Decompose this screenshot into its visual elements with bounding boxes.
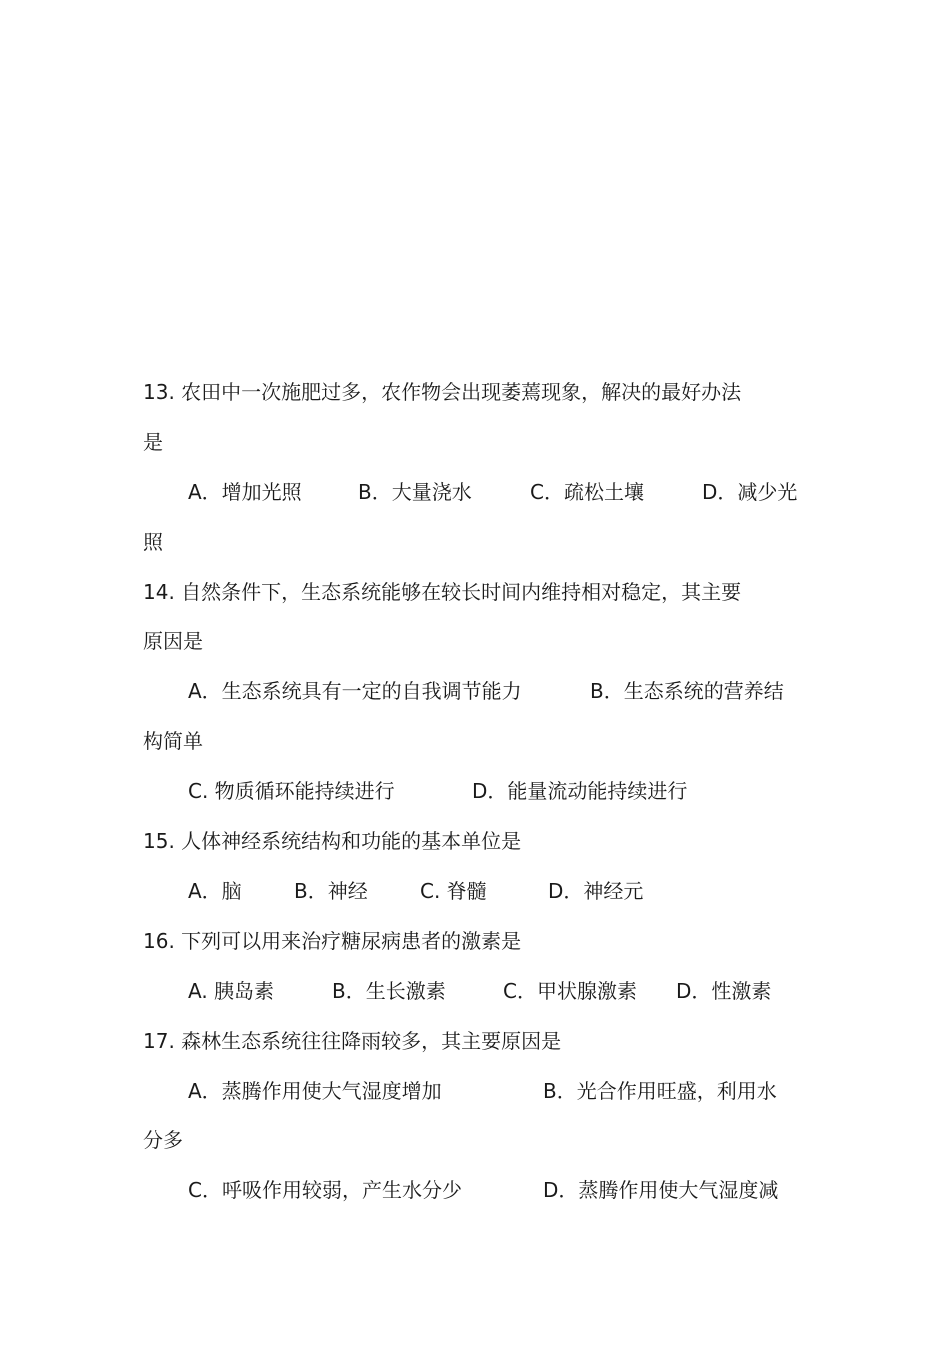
question-16-options xyxy=(0,976,950,1006)
question-13-option-a: A．增加光照 xyxy=(188,480,302,504)
question-15-stem-text: 15. 人体神经系统结构和功能的基本单位是 xyxy=(143,829,522,853)
question-13-option-b: B．大量浇水 xyxy=(358,480,472,504)
question-17-options-ab xyxy=(0,1076,950,1106)
question-14-option-b-cont-text: 构简单 xyxy=(143,729,203,753)
question-14-stem xyxy=(0,577,950,607)
question-14-option-d: D．能量流动能持续进行 xyxy=(472,779,688,803)
question-17-option-b-cont-text: 分多 xyxy=(143,1128,183,1152)
question-17-option-d: D．蒸腾作用使大气湿度减 xyxy=(543,1178,779,1202)
question-14-options-cd xyxy=(0,776,950,806)
question-14-option-b-continuation xyxy=(0,726,950,756)
question-13-option-d: D．减少光 xyxy=(702,480,798,504)
question-13-option-d-continuation xyxy=(0,527,950,557)
question-17-stem-text: 17. 森林生态系统往往降雨较多，其主要原因是 xyxy=(143,1029,562,1053)
question-14-option-c: C. 物质循环能持续进行 xyxy=(188,779,395,803)
question-14-stem-cont-text: 原因是 xyxy=(143,629,203,653)
question-15-option-b: B．神经 xyxy=(294,879,368,903)
question-16-option-d: D．性激素 xyxy=(676,979,772,1003)
question-14-stem-text: 14. 自然条件下，生态系统能够在较长时间内维持相对稳定，其主要 xyxy=(143,580,742,604)
question-17-option-a: A．蒸腾作用使大气湿度增加 xyxy=(188,1079,442,1103)
question-14-option-a: A．生态系统具有一定的自我调节能力 xyxy=(188,679,522,703)
question-13-stem-continuation xyxy=(0,427,950,457)
question-16-option-b: B．生长激素 xyxy=(332,979,446,1003)
question-13-options xyxy=(0,477,950,507)
question-16-stem xyxy=(0,926,950,956)
question-13-option-c: C．疏松土壤 xyxy=(530,480,644,504)
question-15-option-d: D．神经元 xyxy=(548,879,644,903)
question-14-option-b: B．生态系统的营养结 xyxy=(590,679,784,703)
question-16-option-c: C．甲状腺激素 xyxy=(503,979,637,1003)
question-14-stem-continuation xyxy=(0,626,950,656)
question-17-option-c: C．呼吸作用较弱，产生水分少 xyxy=(188,1178,462,1202)
question-13-stem-cont-text: 是 xyxy=(143,430,163,454)
question-13-stem xyxy=(0,377,950,407)
question-15-option-a: A．脑 xyxy=(188,879,242,903)
question-17-option-b: B．光合作用旺盛，利用水 xyxy=(543,1079,777,1103)
question-13-stem-text: 13. 农田中一次施肥过多，农作物会出现萎蔫现象，解决的最好办法 xyxy=(143,380,742,404)
question-16-stem-text: 16. 下列可以用来治疗糖尿病患者的激素是 xyxy=(143,929,522,953)
question-13-option-d-cont-text: 照 xyxy=(143,530,163,554)
question-17-options-cd xyxy=(0,1175,950,1205)
question-17-option-b-continuation xyxy=(0,1125,950,1155)
question-15-stem xyxy=(0,826,950,856)
question-16-option-a: A. 胰岛素 xyxy=(188,979,275,1003)
question-17-stem xyxy=(0,1026,950,1056)
question-15-options xyxy=(0,876,950,906)
question-15-option-c: C. 脊髓 xyxy=(420,879,487,903)
question-14-options-ab xyxy=(0,676,950,706)
